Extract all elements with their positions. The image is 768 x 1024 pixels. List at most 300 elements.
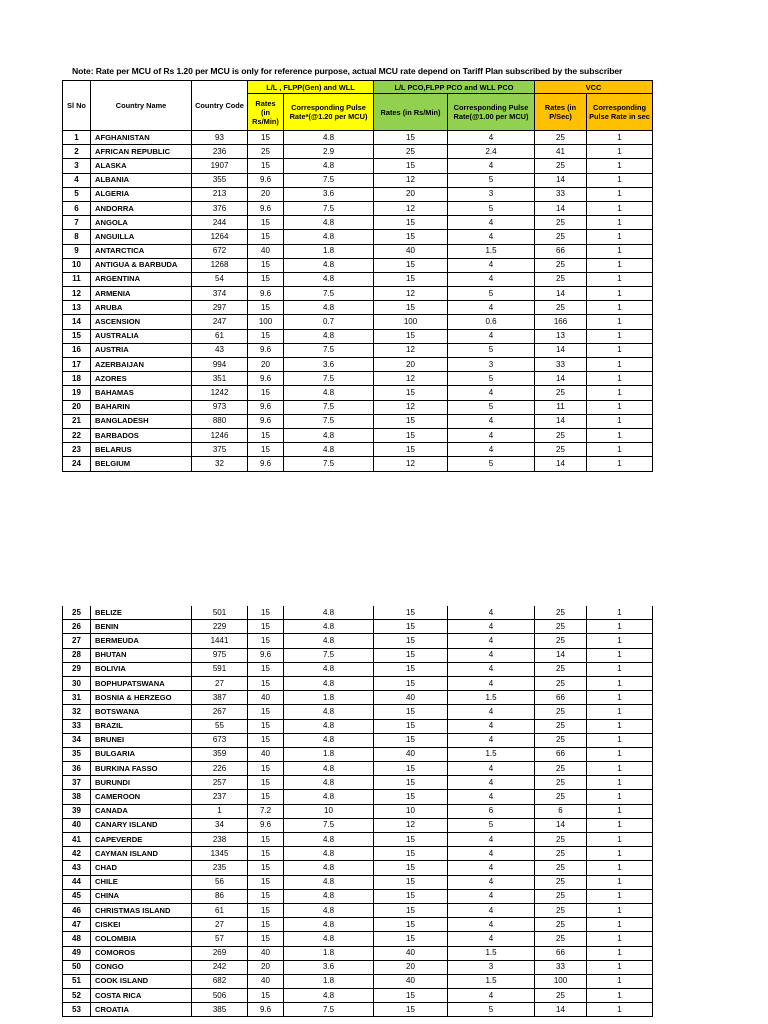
sl-no-cell: 19 [63, 386, 91, 400]
ll-rate-cell: 9.6 [248, 457, 284, 471]
table-row [63, 662, 653, 676]
sl-no-cell: 20 [63, 400, 91, 414]
country-name-cell: BELGIUM [91, 457, 192, 471]
country-code-cell: 32 [192, 457, 248, 471]
ll-pulse-cell: 3.6 [284, 358, 374, 372]
ll-rate-cell: 15 [248, 386, 284, 400]
country-code-cell: 257 [192, 776, 248, 790]
table-row [63, 733, 653, 747]
pco-rate-cell: 15 [374, 634, 448, 648]
country-name-cell: BERMEUDA [91, 634, 192, 648]
sl-no-cell: 37 [63, 776, 91, 790]
pco-pulse-cell: 4 [448, 386, 535, 400]
sl-no-cell: 32 [63, 705, 91, 719]
country-code-cell: 244 [192, 216, 248, 230]
ll-pulse-cell: 4.8 [284, 776, 374, 790]
vcc-pulse-cell: 1 [587, 428, 653, 442]
table-row [63, 414, 653, 428]
pco-pulse-cell: 6 [448, 804, 535, 818]
table-row [63, 315, 653, 329]
ll-pulse-cell: 4.8 [284, 847, 374, 861]
sl-no-cell: 24 [63, 457, 91, 471]
vcc-pulse-cell: 1 [587, 216, 653, 230]
ll-rate-cell: 15 [248, 676, 284, 690]
country-name-cell: ANTARCTICA [91, 244, 192, 258]
vcc-rate-cell: 25 [535, 989, 587, 1003]
ll-pulse-cell: 4.8 [284, 428, 374, 442]
vcc-rate-cell: 25 [535, 634, 587, 648]
pco-rate-cell: 15 [374, 272, 448, 286]
table-row [63, 301, 653, 315]
country-code-cell: 269 [192, 946, 248, 960]
vcc-rate-cell: 14 [535, 173, 587, 187]
pco-rate-cell: 15 [374, 847, 448, 861]
header-country-code: Country Code [192, 81, 248, 131]
vcc-pulse-cell: 1 [587, 833, 653, 847]
sl-no-cell: 42 [63, 847, 91, 861]
ll-rate-cell: 100 [248, 315, 284, 329]
vcc-pulse-cell: 1 [587, 974, 653, 988]
sl-no-cell: 46 [63, 903, 91, 917]
country-name-cell: CHINA [91, 889, 192, 903]
country-name-cell: CISKEI [91, 918, 192, 932]
sl-no-cell: 52 [63, 989, 91, 1003]
country-name-cell: ANTIGUA & BARBUDA [91, 258, 192, 272]
vcc-pulse-cell: 1 [587, 145, 653, 159]
pco-rate-cell: 15 [374, 733, 448, 747]
table-row [63, 358, 653, 372]
ll-pulse-cell: 4.8 [284, 719, 374, 733]
country-name-cell: BELIZE [91, 606, 192, 620]
table-row [63, 705, 653, 719]
pco-rate-cell: 15 [374, 414, 448, 428]
vcc-pulse-cell: 1 [587, 790, 653, 804]
ll-pulse-cell: 3.6 [284, 960, 374, 974]
vcc-rate-cell: 25 [535, 705, 587, 719]
ll-pulse-cell: 4.8 [284, 386, 374, 400]
pco-pulse-cell: 3 [448, 187, 535, 201]
ll-rate-cell: 15 [248, 258, 284, 272]
vcc-rate-cell: 25 [535, 932, 587, 946]
ll-rate-cell: 9.6 [248, 201, 284, 215]
country-name-cell: BOLIVIA [91, 662, 192, 676]
vcc-pulse-cell: 1 [587, 662, 653, 676]
pco-rate-cell: 15 [374, 662, 448, 676]
ll-rate-cell: 15 [248, 889, 284, 903]
pco-pulse-cell: 4 [448, 790, 535, 804]
sl-no-cell: 34 [63, 733, 91, 747]
sl-no-cell: 51 [63, 974, 91, 988]
sl-no-cell: 35 [63, 747, 91, 761]
country-name-cell: CAPEVERDE [91, 833, 192, 847]
table-row [63, 946, 653, 960]
ll-rate-cell: 40 [248, 691, 284, 705]
ll-pulse-cell: 4.8 [284, 329, 374, 343]
sl-no-cell: 17 [63, 358, 91, 372]
ll-pulse-cell: 7.5 [284, 414, 374, 428]
vcc-rate-cell: 25 [535, 620, 587, 634]
pco-pulse-cell: 4 [448, 414, 535, 428]
sl-no-cell: 11 [63, 272, 91, 286]
country-code-cell: 506 [192, 989, 248, 1003]
vcc-rate-cell: 14 [535, 1003, 587, 1017]
header-vcc-rates: Rates (in P/Sec) [535, 94, 587, 131]
sl-no-cell: 22 [63, 428, 91, 442]
ll-pulse-cell: 1.8 [284, 691, 374, 705]
vcc-rate-cell: 33 [535, 187, 587, 201]
ll-pulse-cell: 4.8 [284, 216, 374, 230]
country-name-cell: ASCENSION [91, 315, 192, 329]
sl-no-cell: 12 [63, 287, 91, 301]
vcc-rate-cell: 25 [535, 762, 587, 776]
ll-pulse-cell: 4.8 [284, 301, 374, 315]
country-name-cell: ALGERIA [91, 187, 192, 201]
sl-no-cell: 15 [63, 329, 91, 343]
country-name-cell: BULGARIA [91, 747, 192, 761]
ll-rate-cell: 15 [248, 861, 284, 875]
vcc-pulse-cell: 1 [587, 372, 653, 386]
vcc-rate-cell: 25 [535, 386, 587, 400]
vcc-pulse-cell: 1 [587, 287, 653, 301]
country-name-cell: BELARUS [91, 443, 192, 457]
table-row [63, 960, 653, 974]
country-code-cell: 1264 [192, 230, 248, 244]
country-code-cell: 1 [192, 804, 248, 818]
pco-rate-cell: 15 [374, 648, 448, 662]
sl-no-cell: 14 [63, 315, 91, 329]
vcc-pulse-cell: 1 [587, 747, 653, 761]
vcc-rate-cell: 25 [535, 776, 587, 790]
sl-no-cell: 44 [63, 875, 91, 889]
country-name-cell: CANADA [91, 804, 192, 818]
vcc-rate-cell: 41 [535, 145, 587, 159]
pco-pulse-cell: 2.4 [448, 145, 535, 159]
vcc-rate-cell: 25 [535, 258, 587, 272]
pco-pulse-cell: 5 [448, 372, 535, 386]
ll-pulse-cell: 1.8 [284, 974, 374, 988]
ll-rate-cell: 15 [248, 159, 284, 173]
sl-no-cell: 39 [63, 804, 91, 818]
pco-pulse-cell: 4 [448, 918, 535, 932]
vcc-rate-cell: 25 [535, 733, 587, 747]
country-name-cell: BOSNIA & HERZEGO [91, 691, 192, 705]
pco-pulse-cell: 5 [448, 400, 535, 414]
country-code-cell: 1441 [192, 634, 248, 648]
vcc-pulse-cell: 1 [587, 946, 653, 960]
ll-pulse-cell: 7.5 [284, 400, 374, 414]
vcc-pulse-cell: 1 [587, 386, 653, 400]
ll-pulse-cell: 4.8 [284, 443, 374, 457]
ll-rate-cell: 20 [248, 960, 284, 974]
vcc-rate-cell: 66 [535, 691, 587, 705]
pco-pulse-cell: 4 [448, 662, 535, 676]
country-code-cell: 93 [192, 131, 248, 145]
vcc-pulse-cell: 1 [587, 358, 653, 372]
pco-pulse-cell: 4 [448, 258, 535, 272]
vcc-pulse-cell: 1 [587, 272, 653, 286]
ll-rate-cell: 15 [248, 230, 284, 244]
ll-rate-cell: 15 [248, 634, 284, 648]
table-row [63, 776, 653, 790]
pco-rate-cell: 12 [374, 201, 448, 215]
country-name-cell: CHRISTMAS ISLAND [91, 903, 192, 917]
ll-rate-cell: 15 [248, 301, 284, 315]
country-code-cell: 682 [192, 974, 248, 988]
pco-pulse-cell: 5 [448, 173, 535, 187]
pco-pulse-cell: 4 [448, 230, 535, 244]
pco-rate-cell: 40 [374, 974, 448, 988]
pco-rate-cell: 20 [374, 960, 448, 974]
country-code-cell: 55 [192, 719, 248, 733]
header-group-vcc: VCC [535, 81, 653, 94]
country-code-cell: 235 [192, 861, 248, 875]
country-name-cell: ANDORRA [91, 201, 192, 215]
vcc-pulse-cell: 1 [587, 301, 653, 315]
vcc-pulse-cell: 1 [587, 733, 653, 747]
reference-note: Note: Rate per MCU of Rs 1.20 per MCU is only for reference purpose, actual MCU rate depend on Tariff Plan subscribed by the subscriber [72, 66, 623, 76]
pco-rate-cell: 15 [374, 1003, 448, 1017]
country-code-cell: 54 [192, 272, 248, 286]
ll-pulse-cell: 7.5 [284, 818, 374, 832]
country-name-cell: COSTA RICA [91, 989, 192, 1003]
country-name-cell: BRUNEI [91, 733, 192, 747]
pco-rate-cell: 12 [374, 173, 448, 187]
table-row [63, 747, 653, 761]
pco-pulse-cell: 4 [448, 620, 535, 634]
pco-rate-cell: 25 [374, 145, 448, 159]
ll-rate-cell: 15 [248, 918, 284, 932]
country-code-cell: 591 [192, 662, 248, 676]
pco-rate-cell: 15 [374, 705, 448, 719]
ll-pulse-cell: 0.7 [284, 315, 374, 329]
sl-no-cell: 4 [63, 173, 91, 187]
ll-pulse-cell: 4.8 [284, 620, 374, 634]
ll-rate-cell: 40 [248, 974, 284, 988]
table-row [63, 889, 653, 903]
ll-pulse-cell: 7.5 [284, 457, 374, 471]
pco-rate-cell: 15 [374, 903, 448, 917]
sl-no-cell: 13 [63, 301, 91, 315]
ll-rate-cell: 15 [248, 606, 284, 620]
country-code-cell: 376 [192, 201, 248, 215]
pco-rate-cell: 20 [374, 358, 448, 372]
ll-rate-cell: 9.6 [248, 287, 284, 301]
vcc-pulse-cell: 1 [587, 606, 653, 620]
ll-pulse-cell: 4.8 [284, 662, 374, 676]
sl-no-cell: 26 [63, 620, 91, 634]
vcc-pulse-cell: 1 [587, 705, 653, 719]
vcc-rate-cell: 25 [535, 875, 587, 889]
pco-pulse-cell: 5 [448, 201, 535, 215]
table-row [63, 400, 653, 414]
vcc-rate-cell: 14 [535, 414, 587, 428]
table-row [63, 258, 653, 272]
pco-pulse-cell: 4 [448, 216, 535, 230]
ll-pulse-cell: 3.6 [284, 187, 374, 201]
country-name-cell: AZERBAIJAN [91, 358, 192, 372]
ll-pulse-cell: 10 [284, 804, 374, 818]
pco-rate-cell: 15 [374, 932, 448, 946]
pco-rate-cell: 15 [374, 216, 448, 230]
ll-pulse-cell: 1.8 [284, 946, 374, 960]
vcc-pulse-cell: 1 [587, 1003, 653, 1017]
table-row [63, 634, 653, 648]
country-code-cell: 355 [192, 173, 248, 187]
pco-rate-cell: 12 [374, 372, 448, 386]
sl-no-cell: 53 [63, 1003, 91, 1017]
ll-rate-cell: 9.6 [248, 414, 284, 428]
vcc-rate-cell: 25 [535, 889, 587, 903]
vcc-rate-cell: 25 [535, 216, 587, 230]
pco-pulse-cell: 4 [448, 131, 535, 145]
ll-rate-cell: 9.6 [248, 400, 284, 414]
table-row [63, 903, 653, 917]
ll-pulse-cell: 4.8 [284, 762, 374, 776]
pco-pulse-cell: 5 [448, 818, 535, 832]
sl-no-cell: 8 [63, 230, 91, 244]
ll-pulse-cell: 4.8 [284, 790, 374, 804]
sl-no-cell: 49 [63, 946, 91, 960]
ll-pulse-cell: 7.5 [284, 173, 374, 187]
ll-pulse-cell: 7.5 [284, 343, 374, 357]
sl-no-cell: 23 [63, 443, 91, 457]
country-name-cell: BARBADOS [91, 428, 192, 442]
pco-pulse-cell: 4 [448, 634, 535, 648]
vcc-rate-cell: 25 [535, 131, 587, 145]
rate-table-page-2 [62, 606, 653, 1017]
vcc-pulse-cell: 1 [587, 244, 653, 258]
header-pco-pulse: Corresponding Pulse Rate(@1.00 per MCU) [448, 94, 535, 131]
vcc-rate-cell: 25 [535, 159, 587, 173]
vcc-pulse-cell: 1 [587, 187, 653, 201]
ll-pulse-cell: 4.8 [284, 861, 374, 875]
ll-pulse-cell: 4.8 [284, 932, 374, 946]
country-code-cell: 61 [192, 329, 248, 343]
ll-rate-cell: 15 [248, 705, 284, 719]
country-code-cell: 1907 [192, 159, 248, 173]
pco-rate-cell: 15 [374, 861, 448, 875]
pco-pulse-cell: 3 [448, 960, 535, 974]
pco-rate-cell: 12 [374, 457, 448, 471]
ll-rate-cell: 15 [248, 131, 284, 145]
vcc-rate-cell: 25 [535, 676, 587, 690]
ll-rate-cell: 15 [248, 762, 284, 776]
table-row [63, 386, 653, 400]
ll-pulse-cell: 4.8 [284, 606, 374, 620]
country-name-cell: ARMENIA [91, 287, 192, 301]
table-row [63, 648, 653, 662]
vcc-rate-cell: 25 [535, 790, 587, 804]
vcc-pulse-cell: 1 [587, 159, 653, 173]
table-row [63, 861, 653, 875]
vcc-rate-cell: 33 [535, 960, 587, 974]
table-row [63, 216, 653, 230]
pco-pulse-cell: 5 [448, 287, 535, 301]
table-row [63, 847, 653, 861]
header-vcc-pulse: Corresponding Pulse Rate in sec [587, 94, 653, 131]
pco-rate-cell: 15 [374, 776, 448, 790]
country-name-cell: COOK ISLAND [91, 974, 192, 988]
ll-rate-cell: 9.6 [248, 173, 284, 187]
table-row [63, 244, 653, 258]
pco-pulse-cell: 5 [448, 343, 535, 357]
ll-rate-cell: 15 [248, 875, 284, 889]
country-name-cell: ANGOLA [91, 216, 192, 230]
pco-pulse-cell: 4 [448, 272, 535, 286]
country-name-cell: AFGHANISTAN [91, 131, 192, 145]
sl-no-cell: 16 [63, 343, 91, 357]
country-name-cell: BAHAMAS [91, 386, 192, 400]
ll-rate-cell: 9.6 [248, 1003, 284, 1017]
pco-rate-cell: 12 [374, 287, 448, 301]
ll-rate-cell: 15 [248, 329, 284, 343]
pco-pulse-cell: 5 [448, 1003, 535, 1017]
ll-pulse-cell: 1.8 [284, 747, 374, 761]
country-code-cell: 351 [192, 372, 248, 386]
country-code-cell: 57 [192, 932, 248, 946]
table-row [63, 974, 653, 988]
vcc-pulse-cell: 1 [587, 875, 653, 889]
pco-rate-cell: 15 [374, 889, 448, 903]
ll-rate-cell: 40 [248, 244, 284, 258]
vcc-pulse-cell: 1 [587, 414, 653, 428]
sl-no-cell: 45 [63, 889, 91, 903]
vcc-rate-cell: 14 [535, 457, 587, 471]
pco-pulse-cell: 4 [448, 989, 535, 1003]
table-row [63, 287, 653, 301]
table-row [63, 833, 653, 847]
vcc-pulse-cell: 1 [587, 400, 653, 414]
country-code-cell: 975 [192, 648, 248, 662]
pco-rate-cell: 15 [374, 762, 448, 776]
country-name-cell: AZORES [91, 372, 192, 386]
vcc-pulse-cell: 1 [587, 343, 653, 357]
ll-pulse-cell: 4.8 [284, 705, 374, 719]
ll-rate-cell: 15 [248, 903, 284, 917]
sl-no-cell: 47 [63, 918, 91, 932]
vcc-rate-cell: 25 [535, 606, 587, 620]
ll-rate-cell: 40 [248, 747, 284, 761]
sl-no-cell: 48 [63, 932, 91, 946]
country-code-cell: 973 [192, 400, 248, 414]
pco-pulse-cell: 4 [448, 733, 535, 747]
country-code-cell: 1268 [192, 258, 248, 272]
pco-rate-cell: 40 [374, 946, 448, 960]
country-name-cell: ANGUILLA [91, 230, 192, 244]
vcc-pulse-cell: 1 [587, 329, 653, 343]
sl-no-cell: 10 [63, 258, 91, 272]
country-code-cell: 43 [192, 343, 248, 357]
pco-pulse-cell: 4 [448, 428, 535, 442]
ll-pulse-cell: 7.5 [284, 648, 374, 662]
sl-no-cell: 9 [63, 244, 91, 258]
pco-pulse-cell: 4 [448, 719, 535, 733]
pco-rate-cell: 15 [374, 989, 448, 1003]
pco-pulse-cell: 4 [448, 705, 535, 719]
table-row [63, 719, 653, 733]
sl-no-cell: 30 [63, 676, 91, 690]
header-ll-pulse: Corresponding Pulse Rate*(@1.20 per MCU) [284, 94, 374, 131]
vcc-rate-cell: 14 [535, 818, 587, 832]
table-row [63, 187, 653, 201]
country-code-cell: 1345 [192, 847, 248, 861]
vcc-pulse-cell: 1 [587, 861, 653, 875]
sl-no-cell: 50 [63, 960, 91, 974]
header-group-pco: L/L PCO,FLPP PCO and WLL PCO [374, 81, 535, 94]
vcc-pulse-cell: 1 [587, 960, 653, 974]
ll-pulse-cell: 4.8 [284, 258, 374, 272]
sl-no-cell: 3 [63, 159, 91, 173]
